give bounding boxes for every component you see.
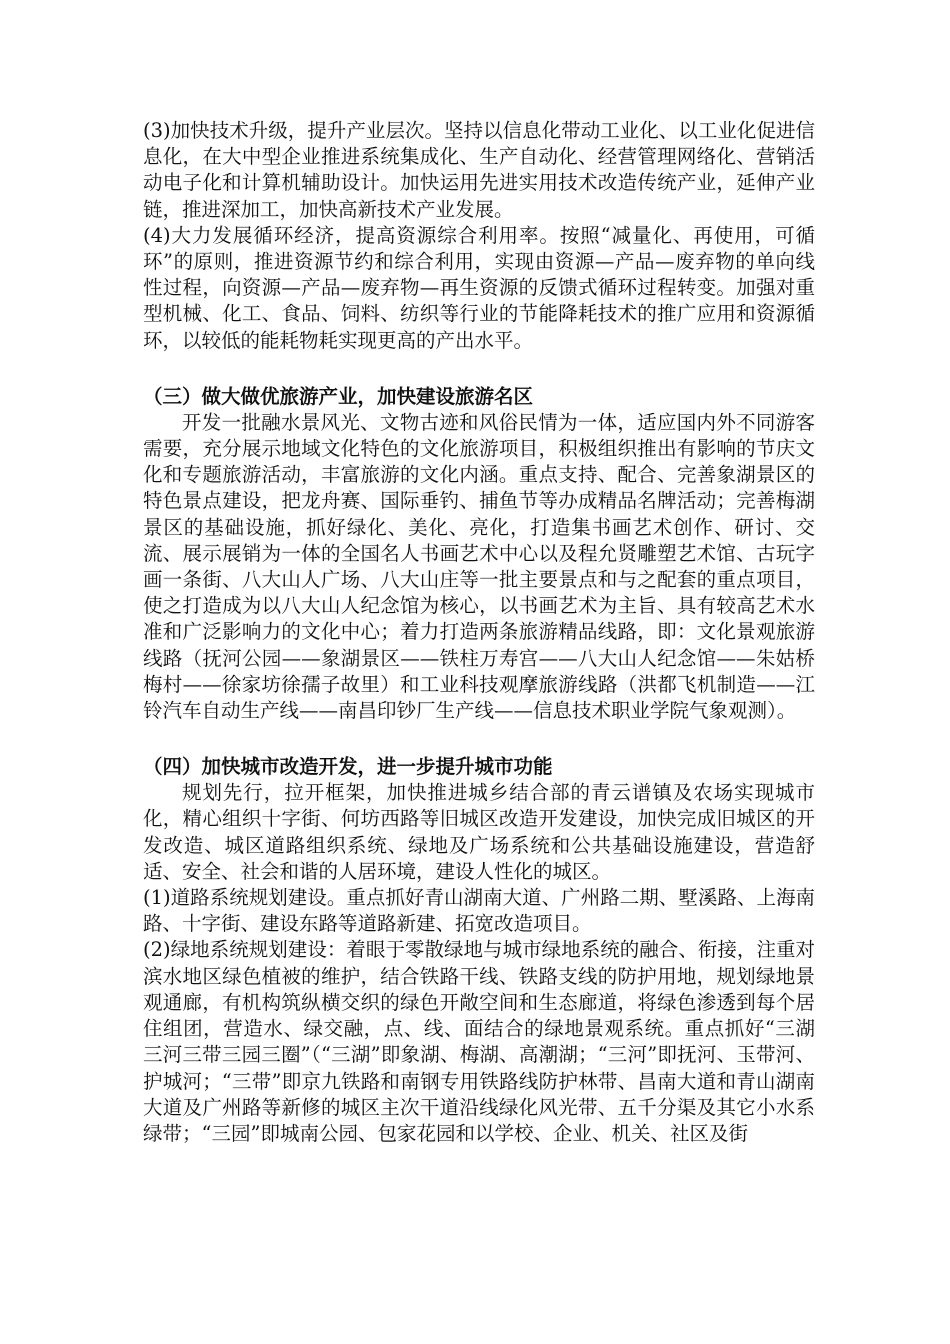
section-3-heading: （三）做大做优旅游产业，加快建设旅游名区 <box>143 384 534 408</box>
item-4-circular-economy: (4)大力发展循环经济，提高资源综合利用率。按照“减量化、再使用，可循环”的原则，推进资源节约和综合利用，实现由资源—产品—废弃物的单向线性过程，向资源—产品—废弃物—再生资源的反馈式循环过程转变。加强对重型机械、化工、食品、饲料、纺织等行业的节能降耗技术的推广应用和资源循环，以较低的能耗物耗实现更高的产出水平。 <box>143 223 815 352</box>
section-3-body: 开发一批融水景风光、文物古迹和风俗民情为一体，适应国内外不同游客需要，充分展示地域文化特色的文化旅游项目，积极组织推出有影响的节庆文化和专题旅游活动，丰富旅游的文化内涵。重点支持、配合、完善象湖景区的特色景点建设，把龙舟赛、国际垂钓、捕鱼节等办成精品名牌活动；完善梅湖景区的基础设施，抓好绿化、美化、亮化，打造集书画艺术创作、研讨、交流、展示展销为一体的全国名人书画艺术中心以及程允贤雕塑艺术馆、古玩字画一条街、八大山人广场、八大山庄等一批主要景点和与之配套的重点项目，使之打造成为以八大山人纪念馆为核心，以书画艺术为主旨、具有较高艺术水准和广泛影响力的文化中心；着力打造两条旅游精品线路，即：文化景观旅游线路（抚河公园——象湖景区——铁柱万寿宫——八大山人纪念馆——朱姑桥梅村——徐家坊徐孺子故里）和工业科技观摩旅游线路（洪都飞机制造——江铃汽车自动生产线——南昌印钞厂生产线——信息技术职业学院气象观测）。 <box>143 410 815 723</box>
item-3-technology-upgrade: (3)加快技术升级，提升产业层次。坚持以信息化带动工业化、以工业化促进信息化，在大中型企业推进系统集成化、生产自动化、经营管理网络化、营销活动电子化和计算机辅助设计。加快运用先进实用技术改造传统产业，延伸产业链，推进深加工，加快高新技术产业发展。 <box>143 119 815 221</box>
section-gap <box>143 354 815 384</box>
document-page <box>143 118 815 1147</box>
section-4-body: 规划先行，拉开框架，加快推进城乡结合部的青云谱镇及农场实现城市化，精心组织十字街、何坊西路等旧城区改造开发建设，加快完成旧城区的开发改造、城区道路组织系统、绿地及广场系统和公共基础设施建设，营造舒适、安全、社会和谐的人居环境，建设人性化的城区。 <box>143 781 815 883</box>
item-1-road-system: (1)道路系统规划建设。重点抓好青山湖南大道、广州路二期、墅溪路、上海南路、十字街、建设东路等道路新建、拓宽改造项目。 <box>143 886 815 936</box>
section-gap <box>143 724 815 754</box>
section-4-heading: （四）加快城市改造开发，进一步提升城市功能 <box>143 755 553 779</box>
item-2-green-system: (2)绿地系统规划建设：着眼于零散绿地与城市绿地系统的融合、衔接，注重对滨水地区绿色植被的维护，结合铁路干线、铁路支线的防护用地，规划绿地景观通廊，有机构筑纵横交织的绿色开敞空间和生态廊道，将绿色渗透到每个居住组团，营造水、绿交融，点、线、面结合的绿地景观系统。重点抓好“三湖三河三带三园三圈”（“三湖”即象湖、梅湖、高潮湖；“三河”即抚河、玉带河、护城河；“三带”即京九铁路和南钢专用铁路线防护林带、昌南大道和青山湖南大道及广州路等新修的城区主次干道沿线绿化风光带、五千分渠及其它小水系绿带；“三园”即城南公园、包家花园和以学校、企业、机关、社区及街 <box>143 938 815 1145</box>
